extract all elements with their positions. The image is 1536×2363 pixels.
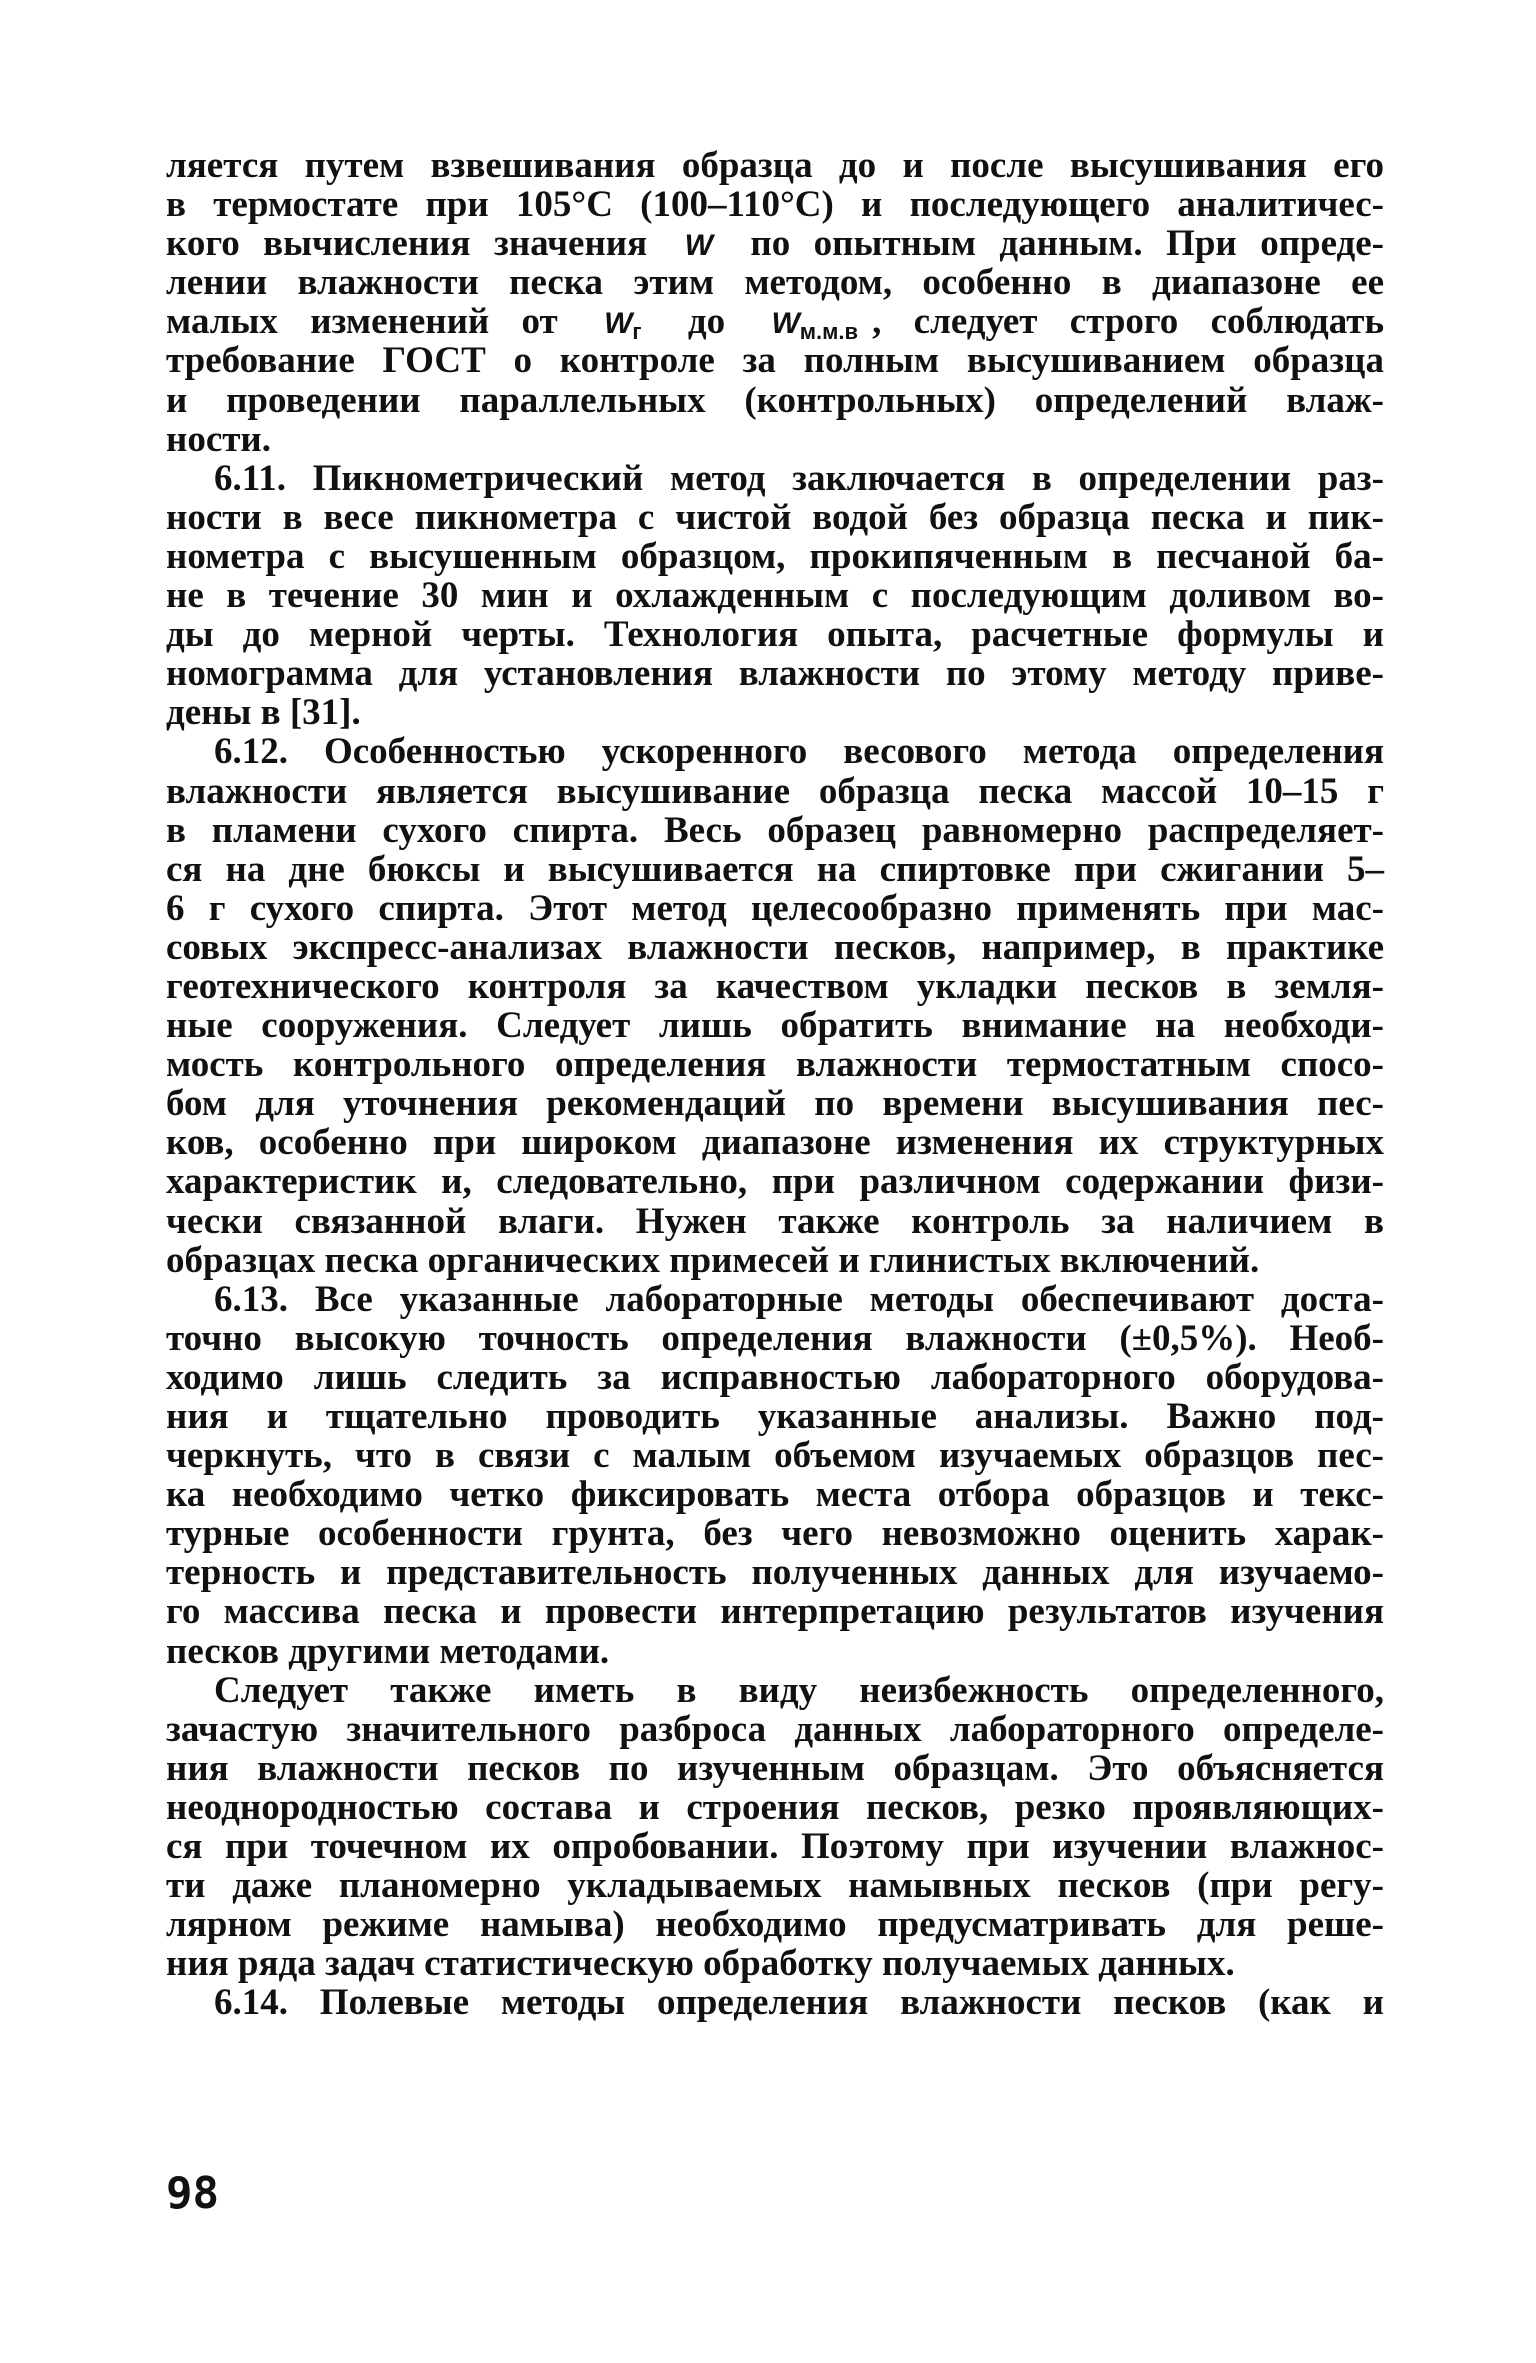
text-line: образцах песка органических примесей и глинистых включений.: [166, 1239, 1260, 1281]
text-line: неоднородностью состава и строения песков, резко проявляющих-: [166, 1786, 1384, 1828]
symbol-letter: W: [604, 307, 633, 341]
paragraph: [166, 459, 1384, 733]
text-line: 6.13. Все указанные лабораторные методы обеспечивают доста-: [214, 1278, 1384, 1320]
text-line: [166, 224, 1384, 263]
text-line: турные особенности грунта, без чего невозможно оценить харак-: [166, 1513, 1384, 1555]
text-line: не в течение 30 мин и охлажденным с последующим доливом во-: [166, 575, 1384, 617]
text-segment: по опытным данным. При опреде-: [726, 223, 1385, 265]
text-line: зачастую значительного разброса данных лабораторного определе-: [166, 1708, 1384, 1750]
moisture-symbol: [757, 307, 872, 345]
text-line: го массива песка и провести интерпретацию результатов изучения: [166, 1591, 1384, 1633]
text-segment: до: [655, 301, 758, 343]
paragraph: [166, 732, 1384, 1279]
moisture-symbol: [590, 307, 656, 345]
text-line: ности в весе пикнометра с чистой водой без образца песка и пик-: [166, 496, 1384, 538]
text-segment: , следует строго соблюдать: [872, 301, 1385, 343]
text-line: 6.14. Полевые методы определения влажности песков (как и: [214, 1982, 1384, 2024]
text-line: влажности является высушивание образца песка массой 10–15 г: [166, 770, 1384, 812]
text-line: черкнуть, что в связи с малым объемом изучаемых образцов пес-: [166, 1435, 1384, 1477]
text-line: ния влажности песков по изученным образцам. Это объясняется: [166, 1747, 1384, 1789]
text-line: Следует также иметь в виду неизбежность определенного,: [214, 1669, 1384, 1711]
text-line: ные сооружения. Следует лишь обратить внимание на необходи-: [166, 1005, 1384, 1047]
text-line: ся на дне бюксы и высушивается на спиртовке при сжигании 5–: [166, 848, 1384, 890]
text-line: терность и представительность полученных данных для изучаемо-: [166, 1552, 1384, 1594]
text-line: бом для уточнения рекомендаций по времени высушивания пес-: [166, 1083, 1384, 1125]
paragraph: [166, 146, 1384, 459]
symbol-letter: W: [684, 229, 713, 263]
text-line: точно высокую точность определения влажности (±0,5%). Необ-: [166, 1317, 1384, 1359]
text-line: ся при точечном их опробовании. Поэтому при изучении влажнос-: [166, 1826, 1384, 1868]
text-segment: малых изменений от: [166, 301, 591, 343]
text-line: ков, особенно при широком диапазоне изменения их структурных: [166, 1122, 1384, 1164]
paragraph: [166, 1280, 1384, 1671]
text-line: в термостате при 105°C (100–110°C) и последующего аналитичес-: [166, 184, 1384, 226]
text-line: дены в [31].: [166, 692, 361, 734]
text-line: в пламени сухого спирта. Весь образец равномерно распределяет-: [166, 809, 1384, 851]
text-line: 6.12. Особенностью ускоренного весового метода определения: [214, 731, 1384, 773]
text-line: 6.11. Пикнометрический метод заключается в определении раз-: [214, 457, 1384, 499]
text-line: геотехнического контроля за качеством укладки песков в земля-: [166, 965, 1384, 1007]
text-line: номограмма для установления влажности по этому методу приве-: [166, 653, 1384, 695]
text-line: совых экспресс-анализах влажности песков, например, в практике: [166, 926, 1384, 968]
page-body: [166, 146, 1384, 2023]
symbol-letter: W: [771, 307, 800, 341]
text-line: нометра с высушенным образцом, прокипяченным в песчаной ба-: [166, 535, 1384, 577]
page-number: 98: [166, 2168, 219, 2219]
text-line: ходимо лишь следить за исправностью лабораторного оборудова-: [166, 1356, 1384, 1398]
paragraph: [166, 1983, 1384, 2022]
text-line: ляется путем взвешивания образца до и после высушивания его: [166, 145, 1384, 186]
text-line: ния и тщательно проводить указанные анализы. Важно под-: [166, 1396, 1384, 1437]
text-line: лении влажности песка этим методом, особенно в диапазоне ее: [166, 262, 1384, 304]
text-segment: кого вычисления значения: [166, 223, 671, 265]
text-line: 6 г сухого спирта. Этот метод целесообразно применять при мас-: [166, 887, 1384, 929]
text-line: ти даже планомерно укладываемых намывных песков (при регу-: [166, 1865, 1384, 1907]
text-line: ды до мерной черты. Технология опыта, расчетные формулы и: [166, 614, 1384, 656]
text-line: мость контрольного определения влажности термостатным спосо-: [166, 1044, 1384, 1086]
symbol-subscript: г: [632, 319, 642, 345]
text-line: чески связанной влаги. Нужен также контроль за наличием в: [166, 1200, 1384, 1242]
text-line: песков другими методами.: [166, 1630, 610, 1672]
text-line: ния ряда задач статистическую обработку получаемых данных.: [166, 1943, 1235, 1985]
text-line: ка необходимо четко фиксировать места отбора образцов и текс-: [166, 1474, 1384, 1516]
paragraph: [166, 1671, 1384, 1984]
text-line: и проведении параллельных (контрольных) определений влаж-: [166, 379, 1384, 421]
text-line: требование ГОСТ о контроле за полным высушиванием образца: [166, 340, 1384, 382]
text-line: характеристик и, следовательно, при различном содержании физи-: [166, 1161, 1384, 1203]
moisture-symbol: [671, 229, 727, 262]
text-line: [166, 301, 1385, 345]
symbol-subscript: м.м.в: [799, 319, 859, 345]
text-line: ности.: [166, 418, 271, 460]
text-line: лярном режиме намыва) необходимо предусматривать для реше-: [166, 1904, 1384, 1946]
